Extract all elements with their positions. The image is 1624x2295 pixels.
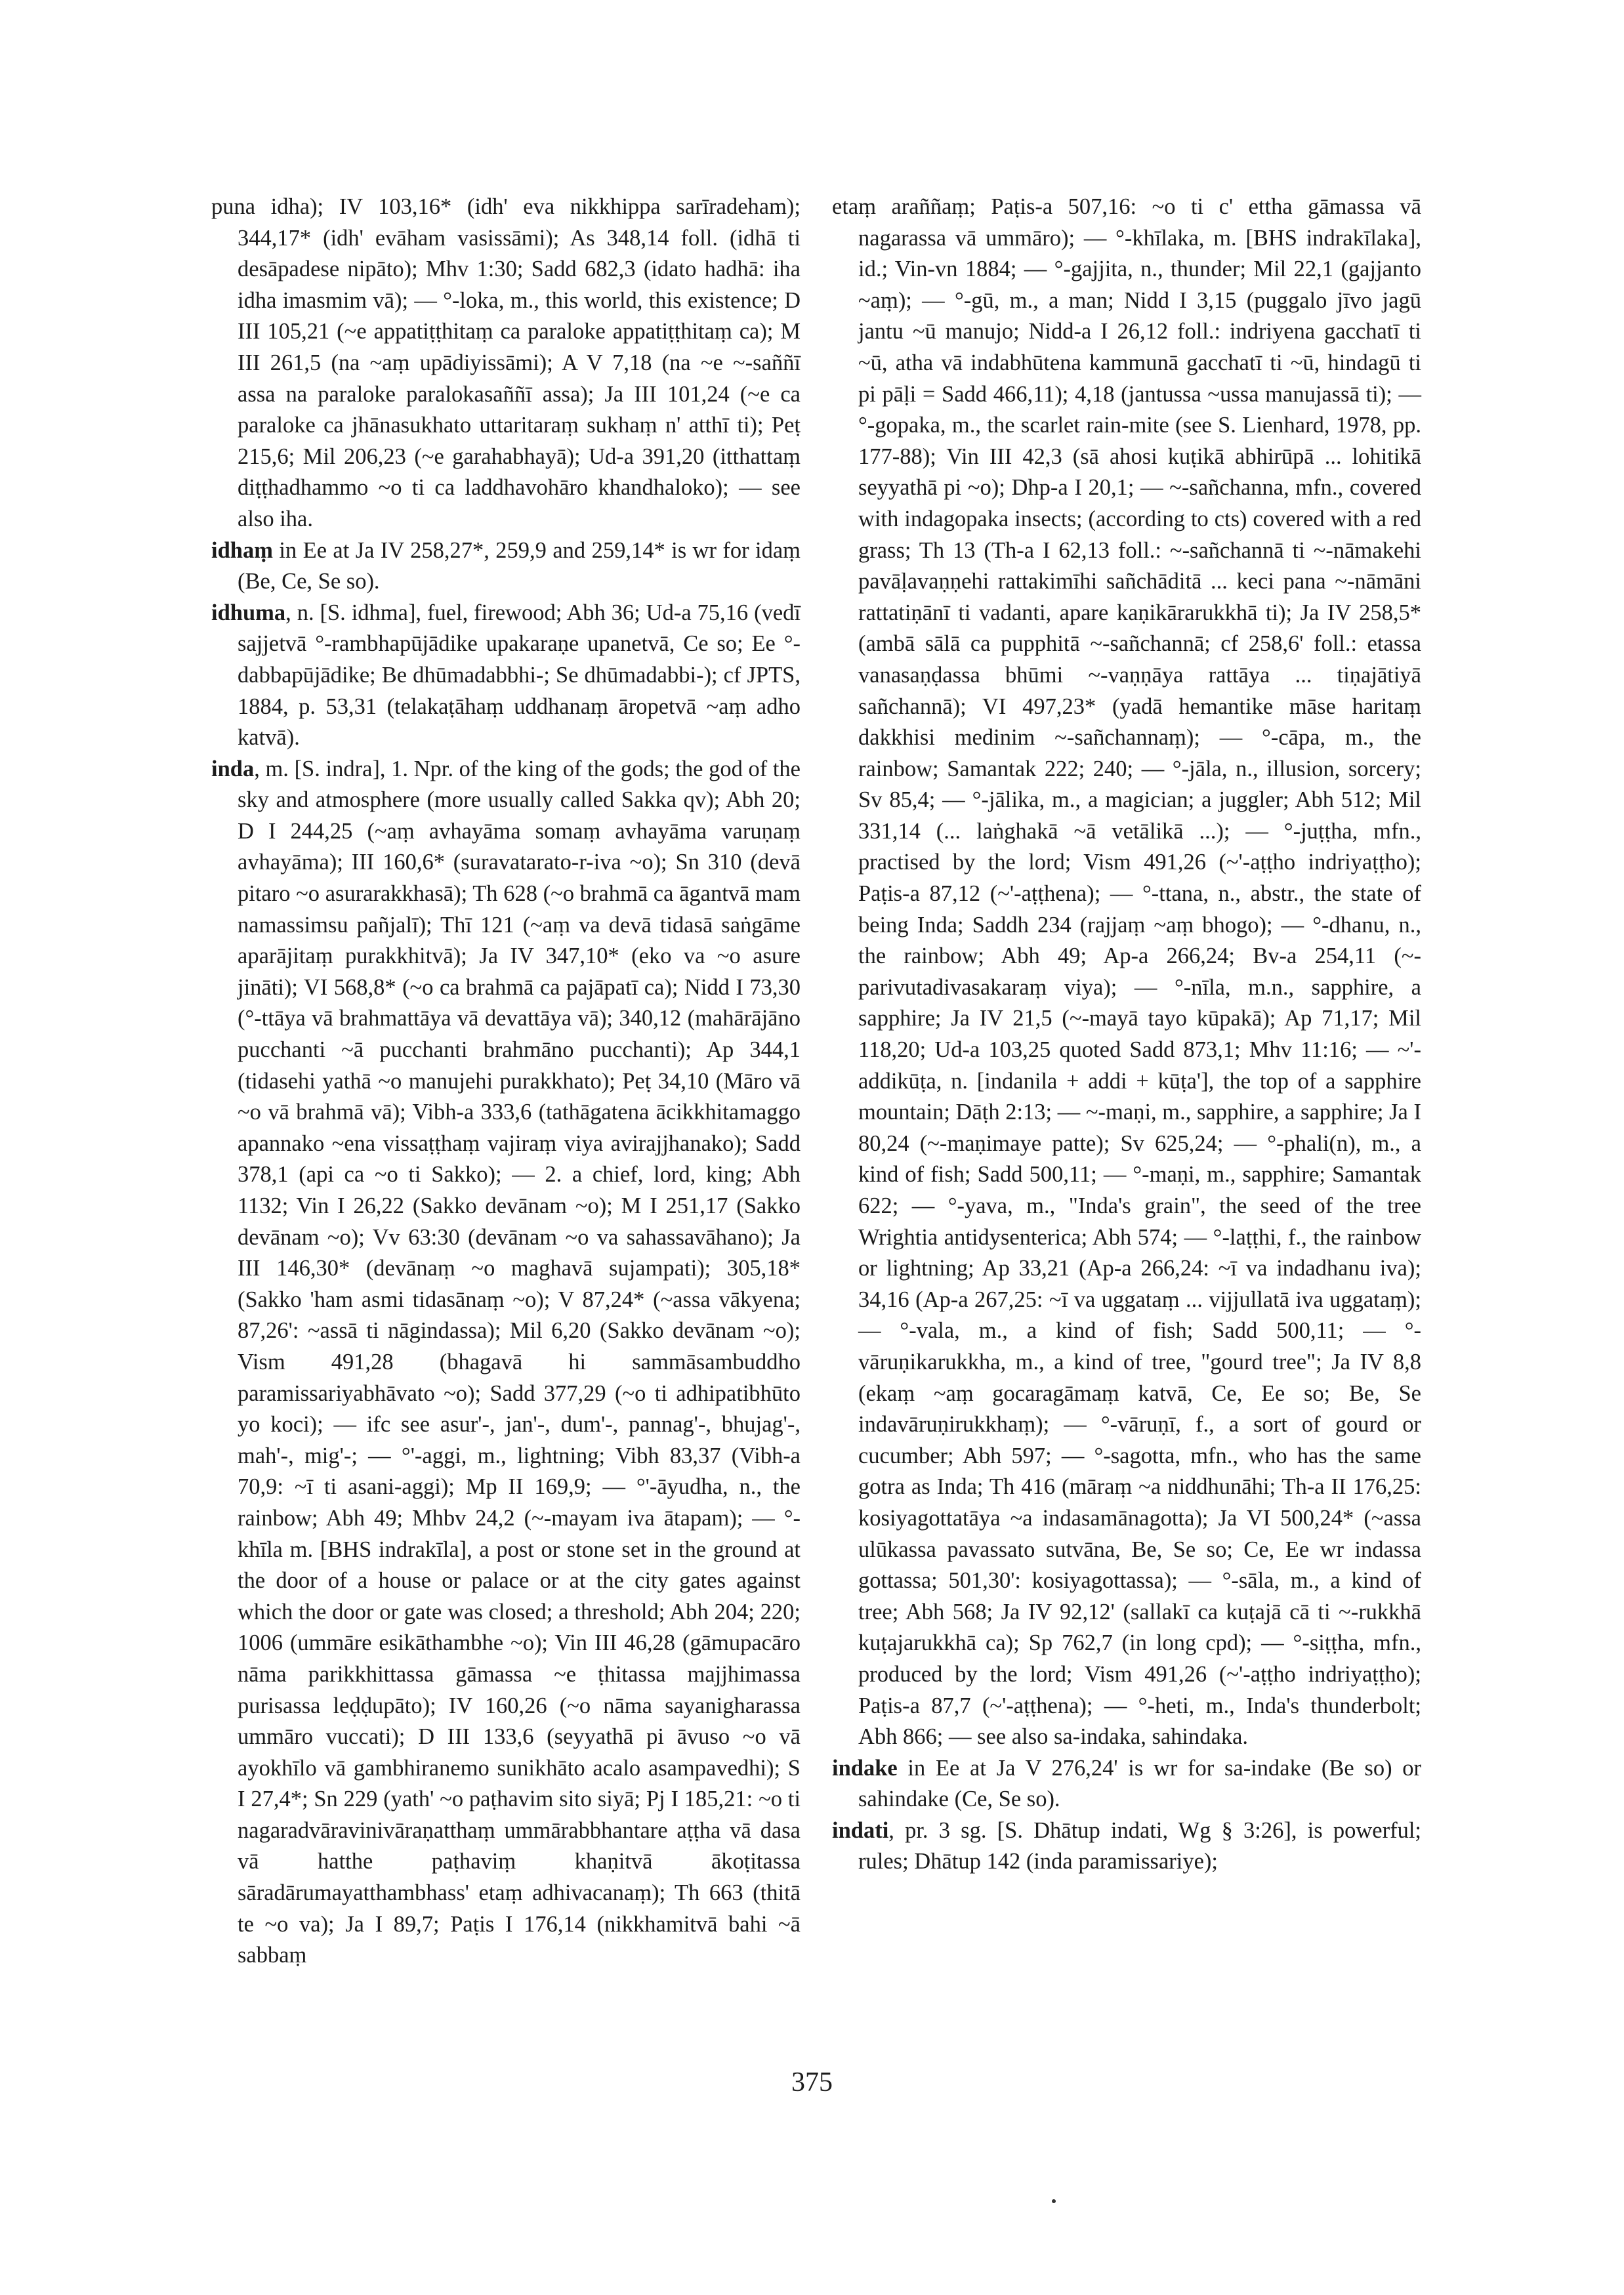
headword: indake xyxy=(832,1755,898,1781)
entry-indati xyxy=(832,1815,1421,1878)
entry-text: , n. [S. idhma], fuel, firewood; Abh 36; Ud-a 75,16 (vedī sajjetvā °-rambhapūjādike upakaraṇe upanetvā, Ce so; Ee °-dabbapūjādike; Be dhūmadabbhi-; Se dhūmadabbi-); cf JPTS, 1884, p. 53,31 (telakaṭāhaṃ uddhanaṃ āropetvā ~aṃ adho katvā). xyxy=(238,600,801,751)
page-number: 375 xyxy=(791,2067,833,2098)
entry-idham xyxy=(211,535,801,598)
left-column xyxy=(211,192,801,1972)
entry-inda xyxy=(211,754,801,1972)
headword: idhuma xyxy=(211,600,286,625)
entry-indake xyxy=(832,1753,1421,1815)
entry-text: in Ee at Ja IV 258,27*, 259,9 and 259,14* is wr for idaṃ (Be, Ce, Se so). xyxy=(238,537,801,594)
entry-text: in Ee at Ja V 276,24' is wr for sa-indake (Be so) or sahindake (Ce, Se so). xyxy=(858,1755,1421,1812)
entry-continuation-inda xyxy=(832,192,1421,1753)
headword: idhaṃ xyxy=(211,537,273,563)
entry-text: puna idha); IV 103,16* (idh' eva nikkhippa sarīradeham); 344,17* (idh' evāham vasissāmi); As 348,14 foll. (idhā ti desāpadese nipāto); Mhv 1:30; Sadd 682,3 (idato hadhā: iha idha imasmim vā); — °-loka, m., this world, this existence; D III 105,21 (~e appatiṭṭhitaṃ ca paraloke appatiṭṭhitaṃ ca); M III 261,5 (na ~aṃ upādiyissāmi); A V 7,18 (na ~e ~-saññī assa na paraloke paralokasaññī assa); Ja III 101,24 (~e ca paraloke ca jhānasukhato uttaritaraṃ sukhaṃ n' atthī ti); Peṭ 215,6; Mil 206,23 (~e garahabhayā); Ud-a 391,20 (itthattaṃ diṭṭhadhammo ~o ti ca laddhavohāro khandhaloko); — see also iha. xyxy=(211,194,801,531)
headword: inda xyxy=(211,756,255,781)
scan-speck xyxy=(1052,2199,1056,2203)
entry-text: , pr. 3 sg. [S. Dhātup indati, Wg § 3:26], is powerful; rules; Dhātup 142 (inda paramissariye); xyxy=(858,1817,1421,1874)
right-column xyxy=(832,192,1421,1878)
entry-text: etaṃ araññaṃ; Paṭis-a 507,16: ~o ti c' ettha gāmassa vā nagarassa vā ummāro); — °-khīlaka, m. [BHS indrakīlaka], id.; Vin-vn 1884; — °-gajjita, n., thunder; Mil 22,1 (gajjanto ~aṃ); — °-gū, m., a man; Nidd I 3,15 (puggalo jīvo jagū jantu ~ū manujo; Nidd-a I 26,12 foll.: indriyena gacchatī ti ~ū, atha vā indabhūtena kammunā gacchatī ti ~ū, hindagū ti pi pāḷi = Sadd 466,11); 4,18 (jantussa ~ussa manujassā ti); — °-gopaka, m., the scarlet rain-mite (see S. Lienhard, 1978, pp. 177-88); Vin III 42,3 (sā ahosi kuṭikā abhirūpā ... lohitikā seyyathā pi ~o); Dhp-a I 20,1; — ~-sañchanna, mfn., covered with indagopaka insects; (according to cts) covered with a red grass; Th 13 (Th-a I 62,13 foll.: ~-sañchannā ti ~-nāmakehi pavāḷavaṇṇehi rattakimīhi sañchāditā ... keci pana ~-nāmāni rattatiṇānī ti vadanti, apare kaṇikārarukkhā ti); Ja IV 258,5* (ambā sālā ca pupphitā ~-sañchannā; cf 258,6' foll.: etassa vanasaṇḍassa bhūmi ~-vaṇṇāya rattāya ... tiṇajātiyā sañchannā); VI 497,23* (yadā hemantike māse haritaṃ dakkhisi medinim ~-sañchannaṃ); — °-cāpa, m., the rainbow; Samantak 222; 240; — °-jāla, n., illusion, sorcery; Sv 85,4; — °-jālika, m., a magician; a juggler; Abh 512; Mil 331,14 (... laṅghakā ~ā vetālikā ...); — °-juṭṭha, mfn., practised by the lord; Vism 491,26 (~'-aṭṭho indriyaṭṭho); Paṭis-a 87,12 (~'-aṭṭhena); — °-ttana, n., abstr., the state of being Inda; Saddh 234 (rajjaṃ ~aṃ bhogo); — °-dhanu, n., the rainbow; Abh 49; Ap-a 266,24; Bv-a 254,11 (~-parivutadivasakaraṃ viya); — °-nīla, m.n., sapphire, a sapphire; Ja IV 21,5 (~-mayā tayo kūpakā); Ap 71,17; Mil 118,20; Ud-a 103,25 quoted Sadd 873,1; Mhv 11:16; — ~'-addikūṭa, n. [indanila + addi + kūṭa'], the top of a sapphire mountain; Dāṭh 2:13; — ~-maṇi, m., sapphire, a sapphire; Ja I 80,24 (~-maṇimaye patte); Sv 625,24; — °-phali(n), m., a kind of fish; Sadd 500,11; — °-maṇi, m., sapphire; Samantak 622; — °-yava, m., "Inda's grain", the seed of the tree Wrightia antidysenterica; Abh 574; — °-laṭṭhi, f., the rainbow or lightning; Ap 33,21 (Ap-a 266,24: ~ī va indadhanu iva); 34,16 (Ap-a 267,25: ~ī va uggataṃ ... vijjullatā iva uggataṃ); — °-vala, m., a kind of fish; Sadd 500,11; — °-vāruṇikarukkha, m., a kind of tree, "gourd tree"; Ja IV 8,8 (ekaṃ ~aṃ gocaragāmaṃ katvā, Ce, Ee so; Be, Se indavāruṇirukkhaṃ); — °-vāruṇī, f., a sort of gourd or cucumber; Abh 597; — °-sagotta, mfn., who has the same gotra as Inda; Th 416 (māraṃ ~a niddhunāhi; Th-a II 176,25: kosiyagottatāya ~a indasamānagotta); Ja VI 500,24* (~assa ulūkassa pavassato sutvāna, Be, Se so; Ce, Ee wr indassa gottassa; 501,30': kosiyagottassa); — °-sāla, m., a kind of tree; Abh 568; Ja IV 92,12' (sallakī ca kuṭajā cā ti ~-rukkhā kuṭajarukkhā ca); Sp 762,7 (in long cpd); — °-siṭṭha, mfn., produced by the lord; Vism 491,26 (~'-aṭṭho indriyaṭṭho); Paṭis-a 87,7 (~'-aṭṭhena); — °-heti, m., Inda's thunderbolt; Abh 866; — see also sa-indaka, sahindaka. xyxy=(832,194,1421,1750)
entry-continuation-idha xyxy=(211,192,801,535)
entry-idhuma xyxy=(211,598,801,754)
headword: indati xyxy=(832,1817,889,1843)
entry-text: , m. [S. indra], 1. Npr. of the king of the gods; the god of the sky and atmosphere (more usually called Sakka qv); Abh 20; D I 244,25 (~aṃ avhayāma somaṃ avhayāma varuṇaṃ avhayāma); III 160,6* (suravatarato-r-iva ~o); Sn 310 (devā pitaro ~o asurarakkhasā); Th 628 (~o brahmā ca āgantvā mam namassimsu pañjalī); Thī 121 (~aṃ va devā tidasā saṅgāme aparājitaṃ purakkhitvā); Ja IV 347,10* (eko va ~o asure jināti); VI 568,8* (~o ca brahmā ca pajāpatī ca); Nidd I 73,30 (°-ttāya vā brahmattāya vā devattāya vā); 340,12 (mahārājāno pucchanti ~ā pucchanti brahmāno pucchanti); Ap 344,1 (tidasehi yathā ~o manujehi purakkhato); Peṭ 34,10 (Māro vā ~o vā brahmā vā); Vibh-a 333,6 (tathāgatena ācikkhitamaggo apannako ~ena vissaṭṭhaṃ vajiraṃ viya avirajjhanako); Sadd 378,1 (api ca ~o ti Sakko); — 2. a chief, lord, king; Abh 1132; Vin I 26,22 (Sakko devānam ~o); M I 251,17 (Sakko devānam ~o); Vv 63:30 (devānam ~o va sahassavāhano); Ja III 146,30* (devānaṃ ~o maghavā sujampati); 305,18* (Sakko 'ham asmi tidasānaṃ ~o); V 87,24* (~assa vākyena; 87,26': ~assā ti nāgindassa); Mil 6,20 (Sakko devānam ~o); Vism 491,28 (bhagavā hi sammāsambuddho paramissariyabhāvato ~o); Sadd 377,29 (~o ti adhipatibhūto yo koci); — ifc see asur'-, jan'-, dum'-, pannag'-, bhujag'-, mah'-, mig'-; — °'-aggi, m., lightning; Vibh 83,37 (Vibh-a 70,9: ~ī ti asani-aggi); Mp II 169,9; — °'-āyudha, n., the rainbow; Abh 49; Mhbv 24,2 (~-mayam iva ātapam); — °-khīla m. [BHS indrakīla], a post or stone set in the ground at the door of a house or palace or at the city gates against which the door or gate was closed; a threshold; Abh 204; 220; 1006 (ummāre esikāthambhe ~o); Vin III 46,28 (gāmupacāro nāma parikkhittassa gāmassa ~e ṭhitassa majjhimassa purisassa leḍḍupāto); IV 160,26 (~o nāma sayanigharassa ummāro vuccati); D III 133,6 (seyyathā pi āvuso ~o vā ayokhīlo vā gambhiranemo sunikhāto acalo asampavedhi); S I 27,4*; Sn 229 (yath' ~o paṭhavim sito siyā; Pj I 185,21: ~o ti nagaradvāravinivāraṇatthaṃ ummārabbhantare aṭṭha vā dasa vā hatthe paṭhaviṃ khaṇitvā ākoṭitassa sāradārumayatthambhass' etaṃ adhivacanaṃ); Th 663 (thitā te ~o va); Ja I 89,7; Paṭis I 176,14 (nikkhamitvā bahi ~ā sabbaṃ xyxy=(238,756,801,1968)
